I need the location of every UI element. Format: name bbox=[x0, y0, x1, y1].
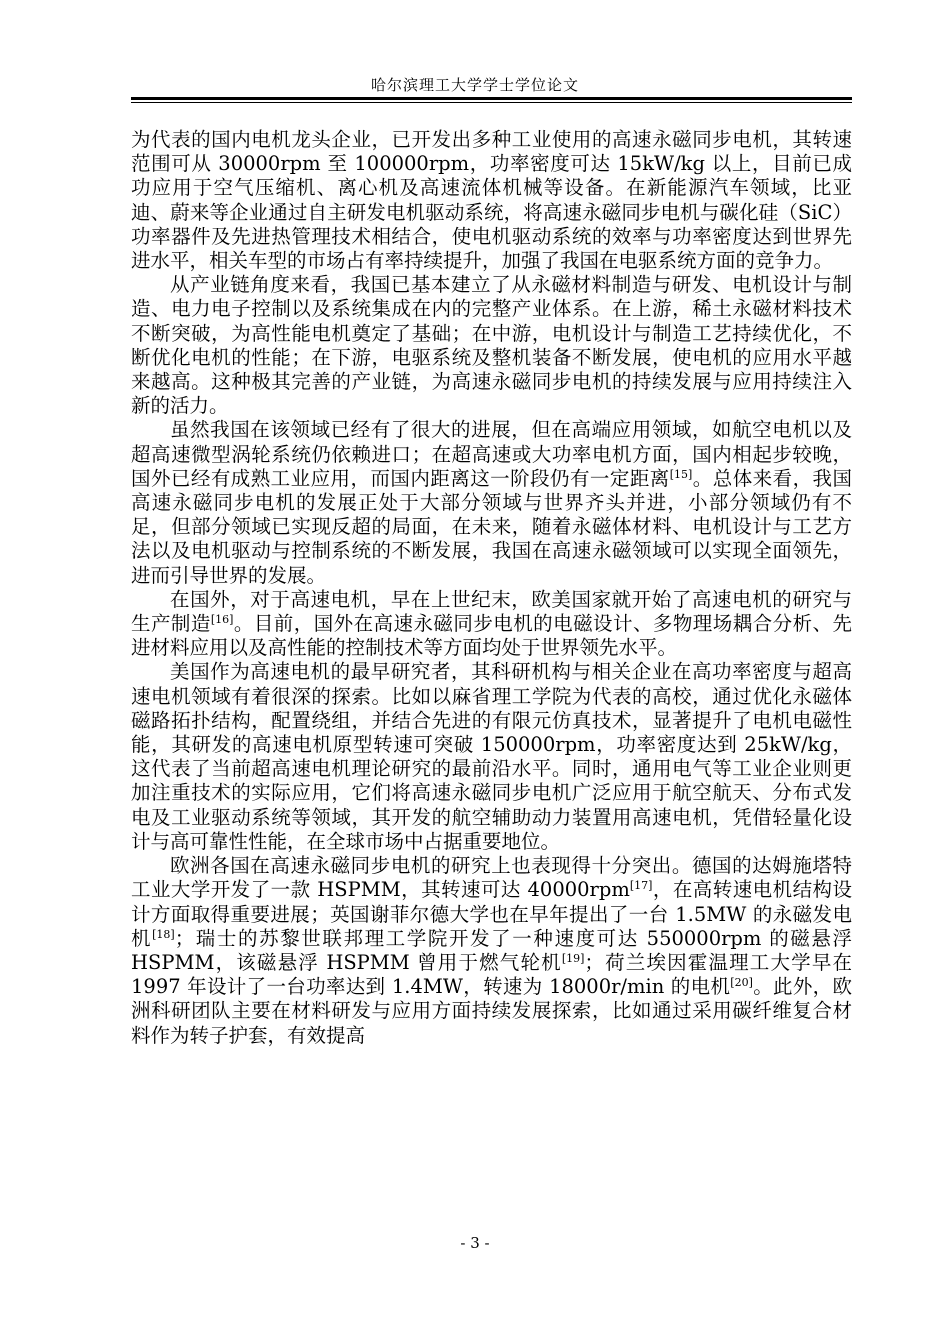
body-text bbox=[131, 128, 852, 1048]
header-rule-thin bbox=[131, 102, 852, 103]
citation-marker: [16] bbox=[210, 613, 234, 627]
paragraph bbox=[131, 273, 852, 418]
citation-marker: [18] bbox=[152, 927, 175, 941]
paragraph-text: 为代表的国内电机龙头企业，已开发出多种工业使用的高速永磁同步电机，其转速范围可从 30000rpm 至 100000rpm，功率密度可达 15kW/kg 以上，目前已成功应用于空气压缩机、离心机及高速流体机械等设备。在新能源汽车领域，比亚迪、蔚来等企业通过自主研发电机驱动系统，将高速永磁同步电机与碳化硅（SiC）功率器件及先进热管理技术相结合，使电机驱动系统的效率与功率密度达到世界先进水平，相关车型的市场占有率持续提升，加强了我国在电驱系统方面的竞争力。 bbox=[131, 128, 852, 273]
paragraph bbox=[131, 588, 852, 661]
header-rule-thick bbox=[131, 97, 852, 100]
paragraph-text: ；瑞士的苏黎世联邦理工学院开发了一种速度可达 550000rpm 的磁悬浮 HSPMM，该磁悬浮 HSPMM 曾用于燃气轮机 bbox=[131, 926, 852, 974]
paragraph-text: 美国作为高速电机的最早研究者，其科研机构与相关企业在高功率密度与超高速电机领域有着很深的探索。比如以麻省理工学院为代表的高校，通过优化永磁体磁路拓扑结构，配置绕组，并结合先进的有限元仿真技术，显著提升了电机电磁性能，其研发的高速电机原型转速可突破 150000rpm，功率密度达到 25kW/kg，这代表了当前超高速电机理论研究的最前沿水平。同时，通用电气等工业企业则更加注重技术的实际应用，它们将高速永磁同步电机广泛应用于航空航天、分布式发电及工业驱动系统等领域，其开发的航空辅助动力装置用高速电机，凭借轻量化设计与高可靠性性能，在全球市场中占据重要地位。 bbox=[131, 660, 852, 853]
page-number: - 3 - bbox=[460, 1234, 490, 1252]
paragraph bbox=[131, 660, 852, 854]
paragraph-text: ，在高转速电机结构设计方面取得重要进展；英国谢菲尔德大学也在早年提出了一台 1.5MW 的永磁发电机 bbox=[131, 878, 852, 950]
paragraph-text: 欧洲各国在高速永磁同步电机的研究上也表现得十分突出。德国的达姆施塔特工业大学开发了一款 HSPMM，其转速可达 40000rpm bbox=[131, 854, 852, 902]
paragraph-text: 。此外，欧洲科研团队主要在材料研发与应用方面持续发展探索，比如通过采用碳纤维复合材料作为转子护套，有效提高 bbox=[131, 975, 852, 1047]
paragraph-text: 虽然我国在该领域已经有了很大的进展，但在高端应用领域，如航空电机以及超高速微型涡轮系统仍依赖进口；在超高速或大功率电机方面，国内相起步较晚，国外已经有成熟工业应用，而国内距离这一阶段仍有一定距离 bbox=[131, 418, 852, 490]
paragraph bbox=[131, 418, 852, 587]
citation-marker: [19] bbox=[561, 951, 585, 965]
citation-marker: [15] bbox=[669, 467, 693, 481]
paragraph-text: 。目前，国外在高速永磁同步电机的电磁设计、多物理场耦合分析、先进材料应用以及高性能的控制技术等方面均处于世界领先水平。 bbox=[131, 612, 852, 660]
paragraph-text: ；荷兰埃因霍温理工大学早在 1997 年设计了一台功率达到 1.4MW，转速为 18000r/min 的电机 bbox=[131, 950, 852, 999]
paragraph-text: 在国外，对于高速电机，早在上世纪末，欧美国家就开始了高速电机的研究与生产制造 bbox=[131, 587, 852, 636]
citation-marker: [17] bbox=[629, 879, 653, 893]
citation-marker: [20] bbox=[730, 976, 753, 990]
running-header: 哈尔滨理工大学学士学位论文 bbox=[370, 76, 579, 94]
paragraph-text: 。总体来看，我国高速永磁同步电机的发展正处于大部分领域与世界齐头并进，小部分领域仍有不足，但部分领域已实现反超的局面，在未来，随着永磁体材料、电机设计与工艺方法以及电机驱动与控制系统的不断发展，我国在高速永磁领域可以实现全面领先，进而引导世界的发展。 bbox=[131, 466, 852, 587]
paragraph bbox=[131, 854, 852, 1048]
paragraph-text: 从产业链角度来看，我国已基本建立了从永磁材料制造与研发、电机设计与制造、电力电子控制以及系统集成在内的完整产业体系。在上游，稀土永磁材料技术不断突破，为高性能电机奠定了基础；在中游，电机设计与制造工艺持续优化，不断优化电机的性能；在下游，电驱系统及整机装备不断发展，使电机的应用水平越来越高。这种极其完善的产业链，为高速永磁同步电机的持续发展与应用持续注入新的活力。 bbox=[131, 273, 852, 418]
paragraph bbox=[131, 128, 852, 273]
